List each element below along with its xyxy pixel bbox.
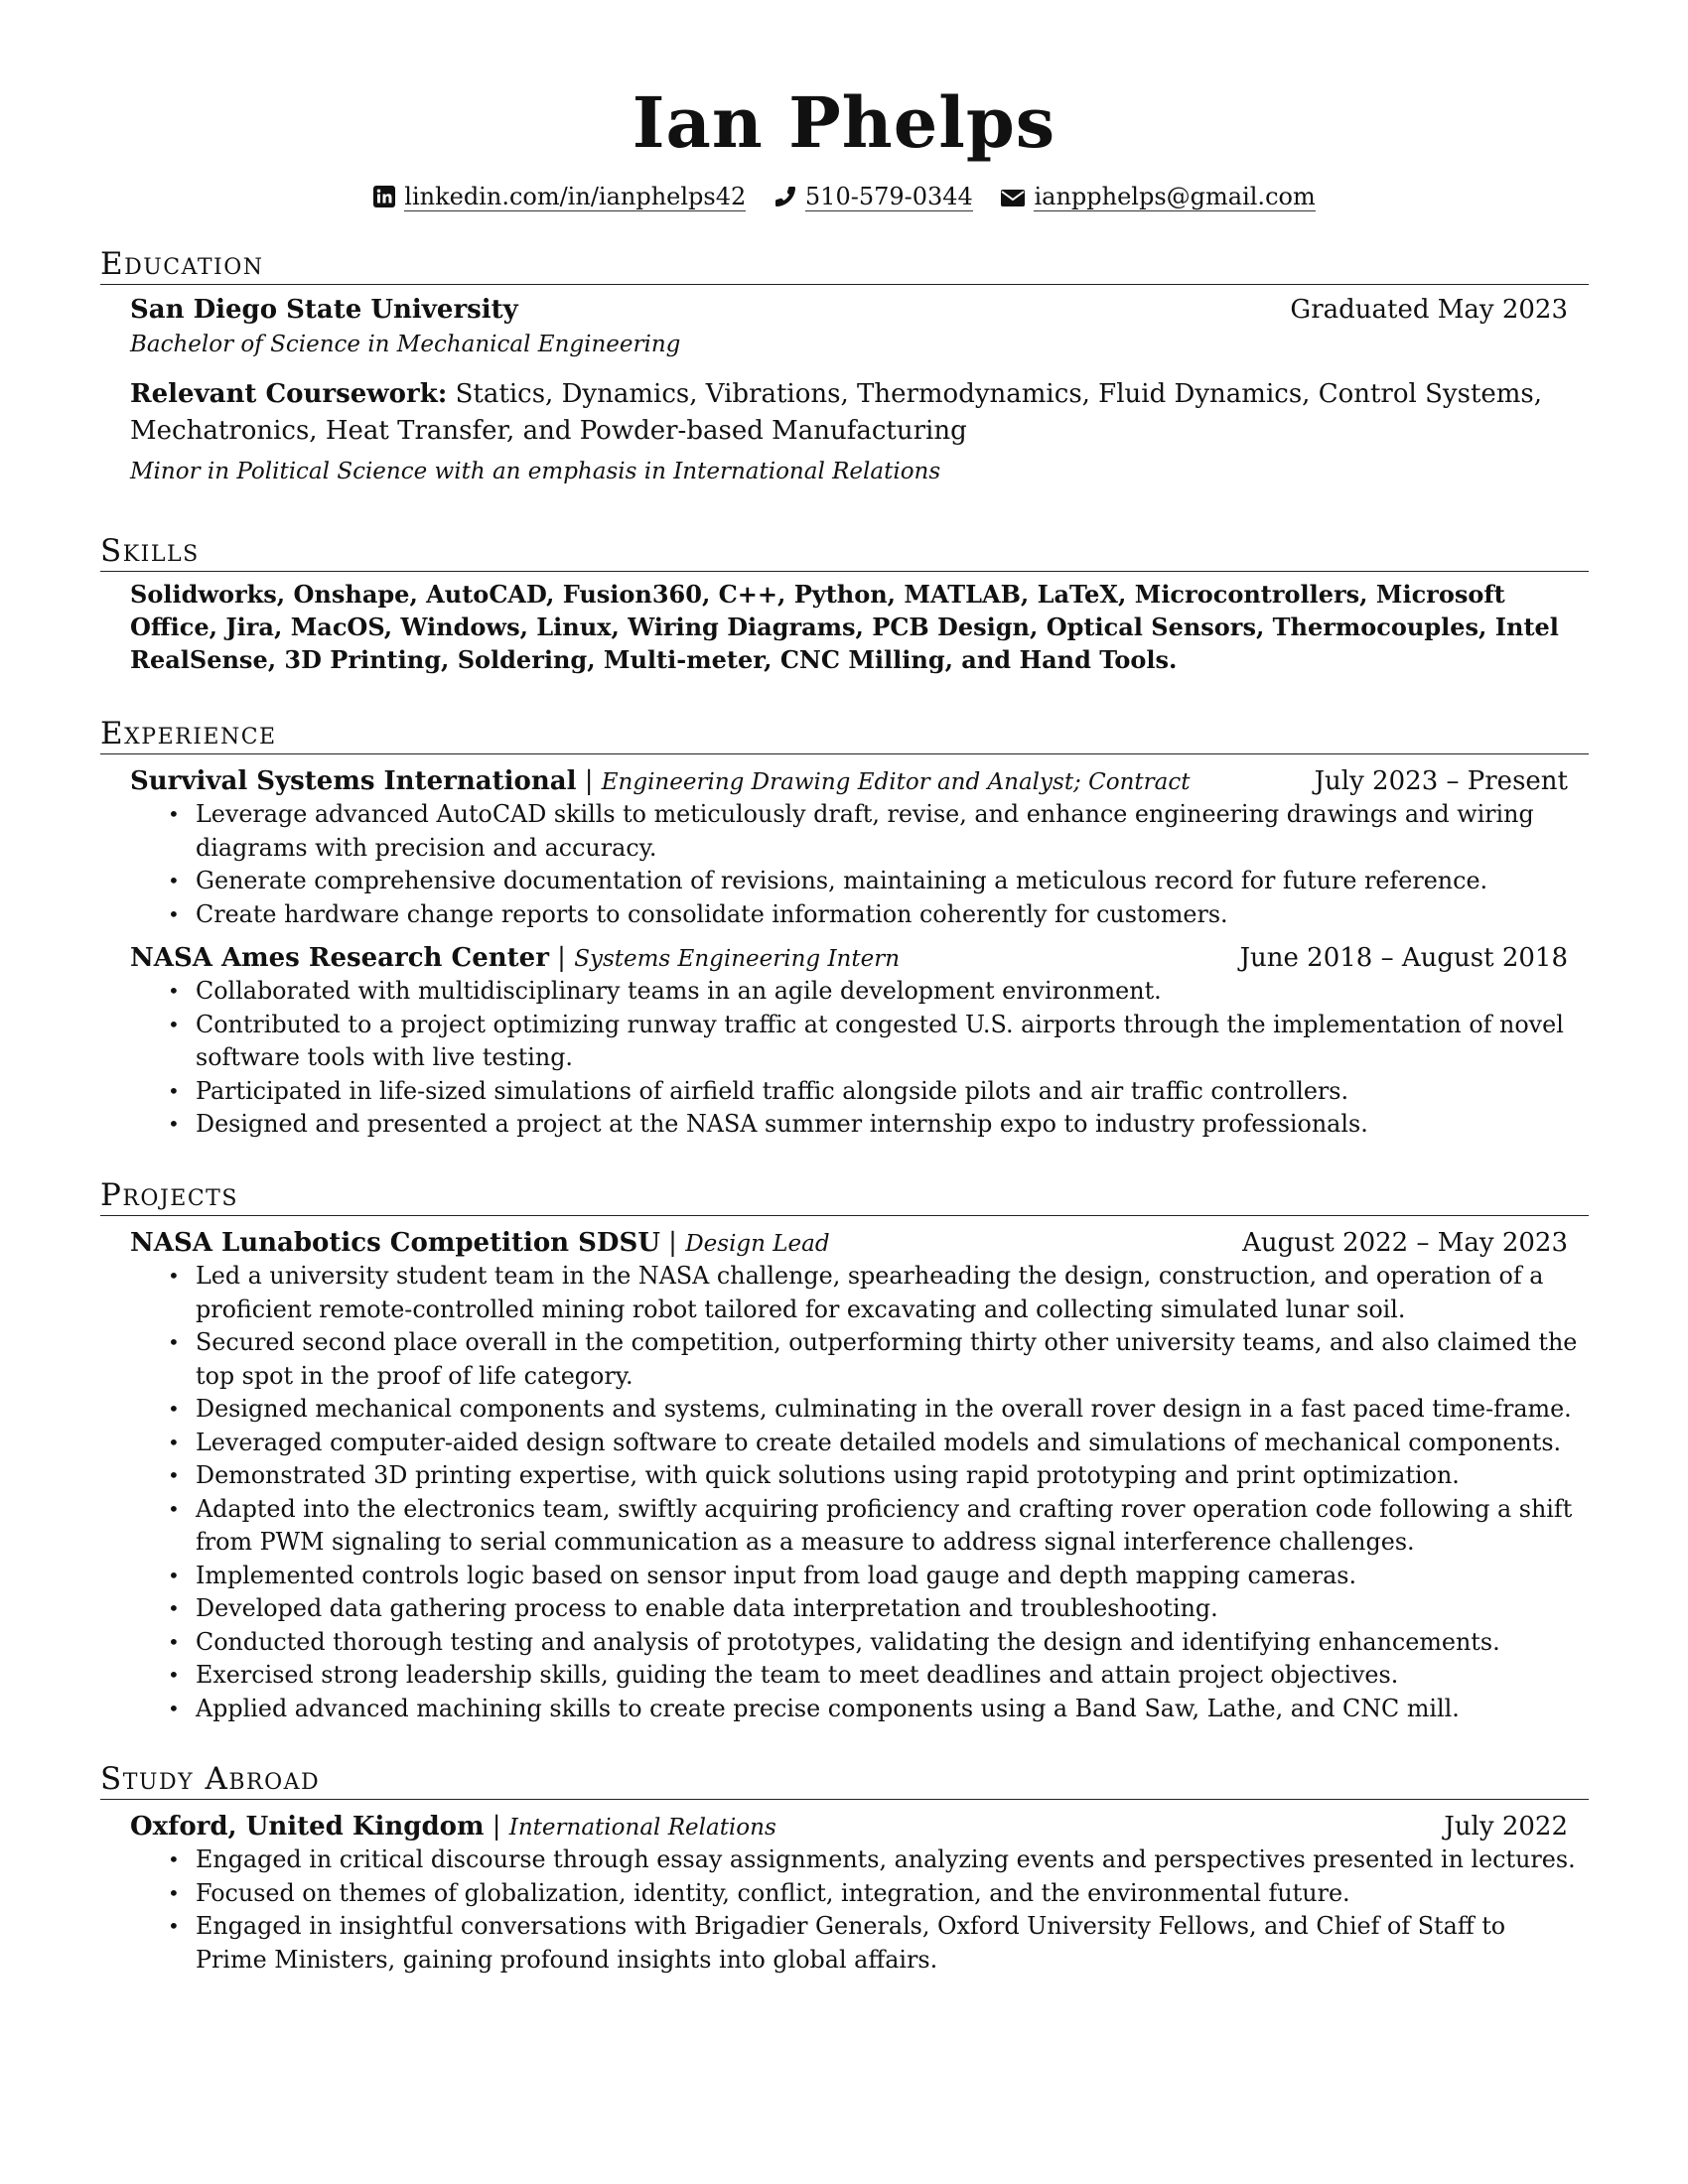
coursework xyxy=(130,376,1580,450)
section-heading: Projects xyxy=(100,1177,1589,1216)
study-entry xyxy=(130,1810,1580,1977)
entry-header xyxy=(130,1810,1580,1843)
entry-title: NASA Lunabotics Competition SDSU | Design Lead xyxy=(130,1228,830,1258)
entry-title: Survival Systems International | Engineering Drawing Editor and Analyst; Contract xyxy=(130,766,1191,796)
envelope-icon xyxy=(1000,185,1026,216)
bullet-item: • Conducted thorough testing and analysis of prototypes, validating the design and identifying enhancements. xyxy=(130,1626,1580,1660)
bullet-item: • Secured second place overall in the competition, outperforming thirty other university teams, and also claimed the top spot in the proof of life category. xyxy=(130,1326,1580,1393)
bullet-item: • Leverage advanced AutoCAD skills to meticulously draft, revise, and enhance engineering drawings and wiring diagrams with precision and accuracy. xyxy=(130,798,1580,865)
role: Engineering Drawing Editor and Analyst; Contract xyxy=(601,769,1191,795)
section-heading: Skills xyxy=(100,533,1589,572)
bullet-item: • Developed data gathering process to enable data interpretation and troubleshooting. xyxy=(130,1592,1580,1626)
projects-section xyxy=(100,1177,1589,1725)
role: Systems Engineering Intern xyxy=(574,946,901,972)
coursework-list: Statics, Dynamics, Vibrations, Thermodynamics, Fluid Dynamics, Control Systems, Mechatronics, Heat Transfer, and Powder-based Manufacturing xyxy=(130,379,1543,446)
phone-link[interactable]: 510-579-0344 xyxy=(804,183,973,210)
bullet-list xyxy=(130,1843,1580,1977)
bullet-item: • Engaged in critical discourse through essay assignments, analyzing events and perspectives presented in lectures. xyxy=(130,1843,1580,1877)
coursework-label: Relevant Coursework: xyxy=(130,379,448,409)
bullet-item: • Led a university student team in the NASA challenge, spearheading the design, construction, and operation of a proficient remote-controlled mining robot tailored for excavating and collecting simulated lunar soil. xyxy=(130,1260,1580,1326)
bullet-item: • Engaged in insightful conversations with Brigadier Generals, Oxford University Fellows, and Chief of Staff to Prime Ministers, gaining profound insights into global affairs. xyxy=(130,1910,1580,1977)
bullet-item: • Adapted into the electronics team, swiftly acquiring proficiency and crafting rover operation code following a shift from PWM signaling to serial communication as a measure to address signal interference challenges. xyxy=(130,1493,1580,1560)
bullet-item: • Demonstrated 3D printing expertise, with quick solutions using rapid prototyping and print optimization. xyxy=(130,1459,1580,1493)
job-entry xyxy=(130,764,1580,931)
bullet-list xyxy=(130,798,1580,931)
entry-title: NASA Ames Research Center | Systems Engineering Intern xyxy=(130,943,901,973)
entry-title: Oxford, United Kingdom | International Relations xyxy=(130,1812,776,1842)
entry-header xyxy=(130,1226,1580,1260)
email-link[interactable]: ianpphelps@gmail.com xyxy=(1034,183,1316,210)
bullet-item: • Participated in life-sized simulations of airfield traffic alongside pilots and air traffic controllers. xyxy=(130,1075,1580,1109)
degree: Bachelor of Science in Mechanical Engineering xyxy=(130,332,681,357)
bullet-item: • Exercised strong leadership skills, guiding the team to meet deadlines and attain project objectives. xyxy=(130,1659,1580,1693)
education-section xyxy=(100,246,1589,489)
candidate-name: Ian Phelps xyxy=(632,81,1056,164)
bullet-list xyxy=(130,975,1580,1142)
role: Design Lead xyxy=(685,1231,830,1257)
linkedin-link[interactable]: linkedin.com/in/ianphelps42 xyxy=(404,183,747,210)
section-heading: Experience xyxy=(100,716,1589,754)
graduation-date: Graduated May 2023 xyxy=(1290,295,1568,325)
organization: Survival Systems International xyxy=(130,766,577,796)
organization: Oxford, United Kingdom xyxy=(130,1812,485,1842)
bullet-item: • Applied advanced machining skills to create precise components using a Band Saw, Lathe, and CNC mill. xyxy=(130,1693,1580,1726)
organization: NASA Lunabotics Competition SDSU xyxy=(130,1228,660,1258)
minor: Minor in Political Science with an emphasis in International Relations xyxy=(130,459,941,484)
email-contact xyxy=(1000,181,1315,216)
skills-section xyxy=(100,533,1589,676)
date-range: July 2023 – Present xyxy=(1314,766,1568,796)
project-entry xyxy=(130,1226,1580,1725)
linkedin-icon xyxy=(372,185,396,216)
bullet-item: • Focused on themes of globalization, identity, conflict, integration, and the environmental future. xyxy=(130,1877,1580,1911)
bullet-item: • Generate comprehensive documentation of revisions, maintaining a meticulous record for future reference. xyxy=(130,865,1580,898)
bullet-item: • Leveraged computer-aided design software to create detailed models and simulations of mechanical components. xyxy=(130,1427,1580,1460)
entry-header xyxy=(130,764,1580,798)
entry-header xyxy=(130,293,1580,327)
school-name: San Diego State University xyxy=(130,295,518,325)
organization: NASA Ames Research Center xyxy=(130,943,549,973)
section-heading: Education xyxy=(100,246,1589,285)
skills-list: Solidworks, Onshape, AutoCAD, Fusion360, C++, Python, MATLAB, LaTeX, Microcontrollers, Microsoft Office, Jira, MacOS, Windows, Linux, Wiring Diagrams, PCB Design, Optical Sensors, Thermocouples, Intel RealSense, 3D Printing, Soldering, Multi-meter, CNC Milling, and Hand Tools. xyxy=(130,580,1559,674)
entry-header xyxy=(130,941,1580,975)
linkedin-contact xyxy=(372,181,746,216)
bullet-item: • Implemented controls logic based on sensor input from load gauge and depth mapping cameras. xyxy=(130,1560,1580,1593)
bullet-item: • Contributed to a project optimizing runway traffic at congested U.S. airports through the implementation of novel software tools with live testing. xyxy=(130,1009,1580,1075)
bullet-item: • Create hardware change reports to consolidate information coherently for customers. xyxy=(130,898,1580,932)
role: International Relations xyxy=(508,1815,776,1841)
section-heading: Study Abroad xyxy=(100,1761,1589,1800)
date-range: July 2022 xyxy=(1444,1812,1568,1842)
date-range: August 2022 – May 2023 xyxy=(1242,1228,1568,1258)
contact-bar xyxy=(0,181,1688,216)
phone-contact xyxy=(774,181,973,216)
experience-section xyxy=(100,716,1589,1142)
bullet-item: • Collaborated with multidisciplinary teams in an agile development environment. xyxy=(130,975,1580,1009)
study-abroad-section xyxy=(100,1761,1589,1977)
job-entry xyxy=(130,941,1580,1142)
bullet-item: • Designed mechanical components and systems, culminating in the overall rover design in a fast paced time-frame. xyxy=(130,1393,1580,1427)
date-range: June 2018 – August 2018 xyxy=(1239,943,1568,973)
education-entry xyxy=(130,293,1580,489)
phone-icon xyxy=(774,185,797,216)
bullet-item: • Designed and presented a project at the NASA summer internship expo to industry professionals. xyxy=(130,1108,1580,1142)
bullet-list xyxy=(130,1260,1580,1725)
